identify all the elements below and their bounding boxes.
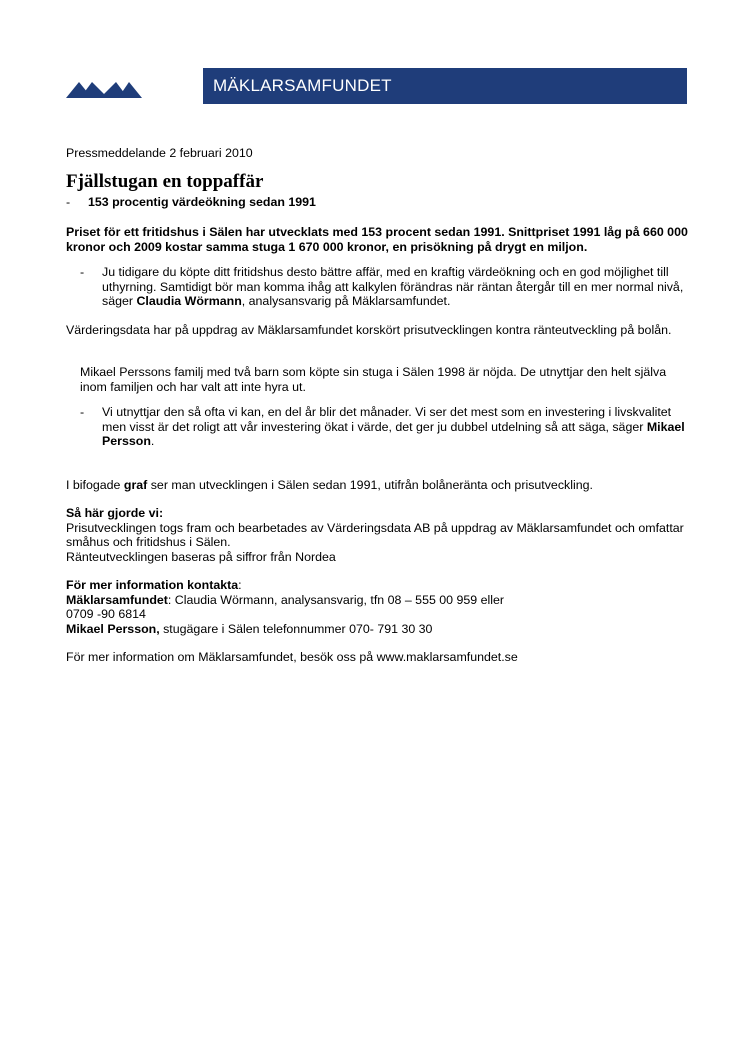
method-line: Prisutvecklingen togs fram och bearbetades av Värderingsdata AB på uppdrag av Mäklarsamfundet och omfattar småhus och fritidshus i Sälen. [66,520,684,549]
quote-dash: - [80,405,85,419]
subheadline [66,195,690,210]
subheadline-text: 153 procentig värdeökning sedan 1991 [88,194,316,209]
footer-line: För mer information om Mäklarsamfundet, besök oss på www.maklarsamfundet.se [66,650,518,664]
contact-phone: 0709 -90 6814 [66,607,146,621]
brand-banner: MÄKLARSAMFUNDET [203,68,687,104]
contact-org: Mäklarsamfundet: Claudia Wörmann, analysansvarig, tfn 08 – 555 00 959 eller [66,592,505,607]
valuation-paragraph: Värderingsdata har på uppdrag av Mäklarsamfundet korskört prisutvecklingen kontra ränteutveckling på bolån. [66,322,672,337]
quote-speaker: Claudia Wörmann [136,294,242,308]
method-heading: Så här gjorde vi: [66,506,164,520]
contact-person: Mikael Persson, stugägare i Sälen telefonnummer 070- 791 30 30 [66,621,433,636]
method-section [66,506,690,564]
quote-speaker: Mikael Persson [102,419,685,448]
family-paragraph: Mikael Perssons familj med två barn som köpte sin stuga i Sälen 1998 är nöjda. De utnyttjar den helt själva inom familjen och har valt att inte hyra ut. [80,365,667,394]
contact-heading: För mer information kontakta: [66,578,242,592]
graph-paragraph: I bifogade graf ser man utvecklingen i Sälen sedan 1991, utifrån bolåneränta och prisutveckling. [66,477,593,492]
page-title: Fjällstugan en toppaffär [66,170,264,192]
quote-text: Vi utnyttjar den så ofta vi kan, en del år blir det månader. Vi ser det mest som en investering i livskvalitet men visst är det roligt att vår investering ökat i värde, det ger ju dubbel utdelning så att säga, säger Mikael Persson. [102,405,685,448]
quote-persson [66,405,690,449]
contact-section [66,578,690,636]
quote-text: Ju tidigare du köpte ditt fritidshus desto bättre affär, med en kraftig värdeökning och en god möjlighet till uthyrning. Samtidigt bör man komma ihåg att kalkylen förändras när räntan återgår till en mer normal nivå, säger Claudia Wörmann, analysansvarig på Mäklarsamfundet. [102,265,684,308]
quote-dash: - [80,265,85,279]
release-date: Pressmeddelande 2 februari 2010 [66,146,253,160]
press-release-body [66,146,690,665]
lead-paragraph: Priset för ett fritidshus i Sälen har utvecklats med 153 procent sedan 1991. Snittpriset 1991 låg på 660 000 kronor och 2009 kostar samma stuga 1 670 000 kronor, en prisökning på drygt en miljon. [66,225,688,254]
maklarsamfundet-logo-icon [66,80,142,98]
quote-wormann [66,265,690,309]
subheadline-dash: - [66,194,71,209]
method-line: Ränteutvecklingen baseras på siffror från Nordea [66,549,336,564]
